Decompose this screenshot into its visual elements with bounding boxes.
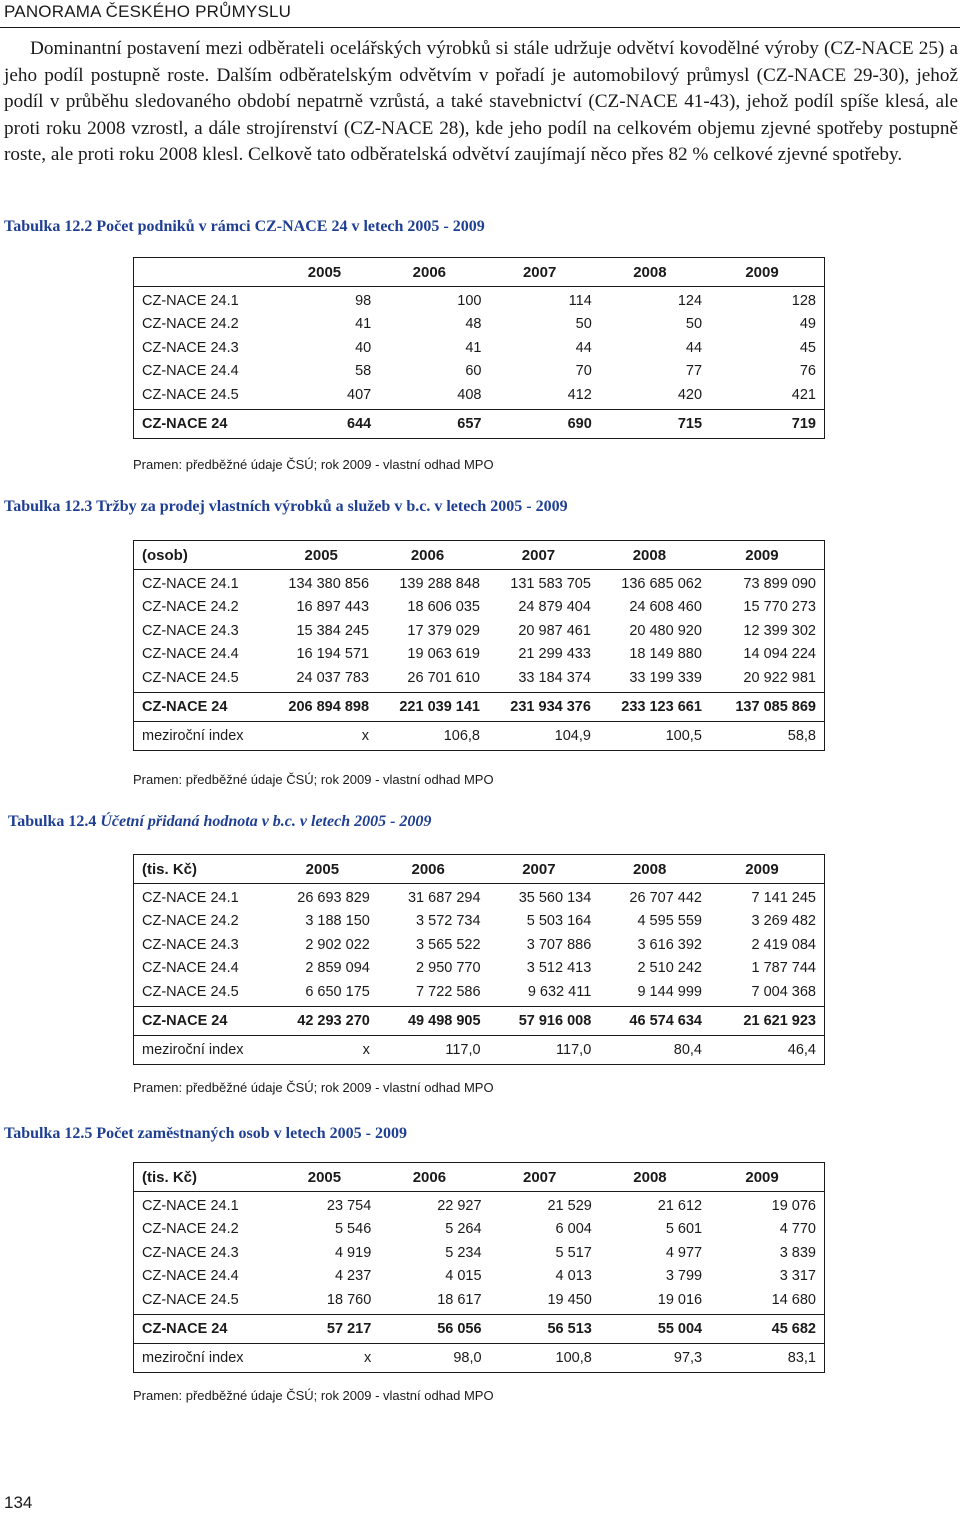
table-cell: 4 770 bbox=[779, 1221, 816, 1238]
table-cell: 41 bbox=[355, 316, 372, 333]
table-cell: 73 899 090 bbox=[743, 575, 816, 592]
table-cell: 5 264 bbox=[445, 1221, 482, 1238]
row-label: CZ-NACE 24.1 bbox=[142, 889, 239, 906]
table-cell: 14 094 224 bbox=[743, 646, 816, 663]
index-cell: 97,3 bbox=[673, 1349, 703, 1366]
column-header-year: 2006 bbox=[377, 1163, 487, 1192]
index-label: meziroční index bbox=[142, 1041, 244, 1058]
table-12-2-caption bbox=[4, 218, 485, 236]
table-cell: 41 bbox=[465, 339, 482, 356]
caption-text: Počet zaměstnaných osob v letech 2005 - 2009 bbox=[96, 1125, 407, 1142]
total-cell: 657 bbox=[377, 409, 487, 438]
row-label: CZ-NACE 24.5 bbox=[142, 386, 239, 403]
table-cell: 4 015 bbox=[445, 1268, 482, 1285]
table-12-3-source: Pramen: předběžné údaje ČSÚ; rok 2009 - vlastní odhad MPO bbox=[133, 772, 494, 787]
table-cell: 412 bbox=[567, 386, 592, 403]
table-cell: 22 927 bbox=[437, 1197, 482, 1214]
column-header-year: 2005 bbox=[273, 541, 375, 570]
row-label: CZ-NACE 24.1 bbox=[142, 292, 239, 309]
total-row bbox=[134, 692, 825, 721]
table-cell: 20 987 461 bbox=[518, 622, 591, 639]
table-cell: 16 897 443 bbox=[296, 599, 370, 616]
total-label: CZ-NACE 24 bbox=[134, 1006, 275, 1035]
table-cell: 3 707 886 bbox=[526, 936, 592, 953]
table-cell: 21 529 bbox=[547, 1197, 592, 1214]
total-cell: 42 293 270 bbox=[275, 1006, 376, 1035]
table-header-row bbox=[134, 541, 825, 570]
column-header-year: 2005 bbox=[278, 258, 377, 287]
table-cell: 131 583 705 bbox=[510, 575, 591, 592]
total-cell: 233 123 661 bbox=[597, 692, 708, 721]
table-cell: 20 480 920 bbox=[629, 622, 702, 639]
table-cell: 16 194 571 bbox=[296, 646, 370, 663]
index-cell: 100,5 bbox=[665, 727, 702, 744]
table-12-4-caption bbox=[8, 813, 431, 831]
table-cell: 15 384 245 bbox=[296, 622, 370, 639]
column-header-year: 2007 bbox=[487, 258, 597, 287]
table-row bbox=[134, 313, 825, 337]
table-cell: 19 063 619 bbox=[407, 646, 480, 663]
row-label: CZ-NACE 24.2 bbox=[142, 599, 239, 616]
caption-text: Účetní přidaná hodnota v b.c. v letech 2005 - 2009 bbox=[100, 813, 432, 830]
column-header-year: 2008 bbox=[598, 258, 708, 287]
total-label: CZ-NACE 24 bbox=[134, 1314, 278, 1343]
table-row bbox=[134, 383, 825, 409]
index-cell: 80,4 bbox=[673, 1041, 702, 1058]
table-cell: 24 037 783 bbox=[296, 669, 370, 686]
table-cell: 407 bbox=[347, 386, 372, 403]
table-cell: 4 977 bbox=[665, 1244, 703, 1261]
row-label: CZ-NACE 24.1 bbox=[142, 1197, 239, 1214]
table-cell: 4 013 bbox=[555, 1268, 592, 1285]
column-header-year: 2007 bbox=[486, 541, 597, 570]
table-cell: 33 199 339 bbox=[629, 669, 702, 686]
table-row bbox=[134, 360, 825, 384]
table-12-2-source: Pramen: předběžné údaje ČSÚ; rok 2009 - vlastní odhad MPO bbox=[133, 457, 494, 472]
table-12-3-caption bbox=[4, 498, 568, 516]
total-cell: 55 004 bbox=[598, 1314, 708, 1343]
total-cell: 45 682 bbox=[708, 1314, 824, 1343]
table-cell: 5 546 bbox=[334, 1221, 372, 1238]
caption-number: Tabulka 12.5 bbox=[4, 1125, 93, 1142]
table-cell: 4 237 bbox=[334, 1268, 372, 1285]
table-cell: 5 503 164 bbox=[526, 913, 592, 930]
column-header-year: 2005 bbox=[278, 1163, 378, 1192]
table-cell: 60 bbox=[465, 363, 482, 380]
table-12-5-caption bbox=[4, 1125, 407, 1143]
table-row bbox=[134, 957, 825, 981]
row-label: CZ-NACE 24.4 bbox=[142, 363, 239, 380]
table-cell: 24 879 404 bbox=[518, 599, 591, 616]
total-cell: 57 916 008 bbox=[487, 1006, 598, 1035]
total-cell: 231 934 376 bbox=[486, 692, 597, 721]
table-row bbox=[134, 336, 825, 360]
index-cell: 98,0 bbox=[453, 1349, 482, 1366]
table-row bbox=[134, 910, 825, 934]
table-cell: 17 379 029 bbox=[407, 622, 480, 639]
table-cell: 6 004 bbox=[555, 1221, 592, 1238]
table-cell: 136 685 062 bbox=[621, 575, 702, 592]
column-header-year: 2008 bbox=[597, 541, 708, 570]
row-label: CZ-NACE 24.4 bbox=[142, 960, 239, 977]
table-cell: 44 bbox=[575, 339, 592, 356]
caption-number: Tabulka 12.2 bbox=[4, 218, 93, 235]
total-cell: 46 574 634 bbox=[597, 1006, 708, 1035]
table-cell: 24 608 460 bbox=[629, 599, 702, 616]
column-header-year: 2006 bbox=[377, 258, 487, 287]
index-label: meziroční index bbox=[142, 1349, 244, 1366]
table-row bbox=[134, 643, 825, 667]
table-cell: 14 680 bbox=[771, 1291, 816, 1308]
row-label: CZ-NACE 24.4 bbox=[142, 646, 239, 663]
total-cell: 137 085 869 bbox=[708, 692, 825, 721]
row-label: CZ-NACE 24.2 bbox=[142, 1221, 239, 1238]
table-row bbox=[134, 596, 825, 620]
table-header-row bbox=[134, 855, 825, 884]
table-cell: 18 760 bbox=[326, 1291, 372, 1308]
table-cell: 100 bbox=[457, 292, 482, 309]
index-cell: x bbox=[362, 1041, 370, 1058]
index-cell: 117,0 bbox=[445, 1041, 481, 1058]
column-header-year: 2007 bbox=[488, 1163, 598, 1192]
total-cell: 56 513 bbox=[488, 1314, 598, 1343]
header-rule bbox=[0, 27, 960, 28]
column-header-year: 2006 bbox=[375, 541, 486, 570]
column-header-year: 2009 bbox=[708, 258, 824, 287]
table-row bbox=[134, 666, 825, 692]
caption-text: Počet podniků v rámci CZ-NACE 24 v letech 2005 - 2009 bbox=[96, 218, 485, 235]
table-cell: 134 380 856 bbox=[288, 575, 370, 592]
column-header-year: 2009 bbox=[708, 1163, 824, 1192]
table-row bbox=[134, 980, 825, 1006]
row-label: CZ-NACE 24.3 bbox=[142, 936, 239, 953]
table-header-row bbox=[134, 1163, 825, 1192]
table-cell: 44 bbox=[685, 339, 703, 356]
table-cell: 26 707 442 bbox=[629, 889, 702, 906]
table-row bbox=[134, 884, 825, 910]
table-cell: 35 560 134 bbox=[518, 889, 592, 906]
table-cell: 3 572 734 bbox=[416, 913, 481, 930]
caption-number: Tabulka 12.4 bbox=[8, 813, 97, 830]
total-cell: 715 bbox=[598, 409, 708, 438]
row-label: CZ-NACE 24.3 bbox=[142, 1244, 239, 1261]
table-cell: 12 399 302 bbox=[743, 622, 816, 639]
row-label: CZ-NACE 24.2 bbox=[142, 913, 239, 930]
index-cell: x bbox=[361, 727, 370, 744]
column-header-year: 2008 bbox=[597, 855, 708, 884]
table-corner-label: (tis. Kč) bbox=[134, 855, 275, 884]
table-corner-label: (tis. Kč) bbox=[134, 1163, 278, 1192]
caption-text: Tržby za prodej vlastních výrobků a služeb v b.c. v letech 2005 - 2009 bbox=[96, 498, 568, 515]
column-header-year: 2005 bbox=[275, 855, 376, 884]
total-cell: 49 498 905 bbox=[376, 1006, 487, 1035]
table-cell: 6 650 175 bbox=[305, 983, 370, 1000]
index-row bbox=[134, 1035, 825, 1064]
table-cell: 26 693 829 bbox=[297, 889, 370, 906]
table-cell: 139 288 848 bbox=[399, 575, 480, 592]
table-cell: 1 787 744 bbox=[751, 960, 816, 977]
index-cell: 106,8 bbox=[443, 727, 480, 744]
table-cell: 4 919 bbox=[334, 1244, 372, 1261]
total-row bbox=[134, 409, 825, 438]
table-row bbox=[134, 1288, 825, 1314]
row-label: CZ-NACE 24.2 bbox=[142, 316, 239, 333]
table-cell: 3 317 bbox=[779, 1268, 816, 1285]
table-cell: 7 004 368 bbox=[751, 983, 816, 1000]
table-cell: 3 839 bbox=[779, 1244, 816, 1261]
table-12-5 bbox=[133, 1162, 825, 1373]
caption-number: Tabulka 12.3 bbox=[4, 498, 93, 515]
index-cell: 83,1 bbox=[787, 1349, 816, 1366]
table-cell: 5 234 bbox=[445, 1244, 482, 1261]
table-cell: 50 bbox=[685, 316, 703, 333]
total-row bbox=[134, 1006, 825, 1035]
table-cell: 2 950 770 bbox=[416, 960, 481, 977]
column-header-year: 2007 bbox=[487, 855, 598, 884]
table-cell: 7 722 586 bbox=[416, 983, 481, 1000]
table-cell: 21 299 433 bbox=[518, 646, 591, 663]
table-cell: 3 188 150 bbox=[305, 913, 370, 930]
index-cell: 100,8 bbox=[555, 1349, 592, 1366]
table-row bbox=[134, 1218, 825, 1242]
index-cell: x bbox=[364, 1349, 372, 1366]
row-label: CZ-NACE 24.1 bbox=[142, 575, 239, 592]
table-12-4 bbox=[133, 854, 825, 1065]
table-cell: 2 510 242 bbox=[637, 960, 702, 977]
running-header: PANORAMA ČESKÉHO PRŮMYSLU bbox=[4, 2, 292, 21]
total-cell: 56 056 bbox=[377, 1314, 487, 1343]
table-cell: 18 149 880 bbox=[629, 646, 702, 663]
row-label: CZ-NACE 24.3 bbox=[142, 622, 239, 639]
table-cell: 19 450 bbox=[547, 1291, 592, 1308]
total-cell: 57 217 bbox=[278, 1314, 378, 1343]
table-cell: 3 269 482 bbox=[751, 913, 816, 930]
table-cell: 23 754 bbox=[326, 1197, 372, 1214]
table-cell: 9 144 999 bbox=[637, 983, 702, 1000]
table-row bbox=[134, 619, 825, 643]
row-label: CZ-NACE 24.4 bbox=[142, 1268, 239, 1285]
total-cell: 719 bbox=[708, 409, 824, 438]
table-cell: 114 bbox=[568, 292, 592, 309]
total-cell: 21 621 923 bbox=[708, 1006, 825, 1035]
total-label: CZ-NACE 24 bbox=[134, 409, 278, 438]
table-cell: 3 616 392 bbox=[637, 936, 702, 953]
table-cell: 3 799 bbox=[665, 1268, 703, 1285]
table-cell: 421 bbox=[791, 386, 816, 403]
table-cell: 77 bbox=[685, 363, 703, 380]
table-cell: 45 bbox=[799, 339, 816, 356]
table-cell: 26 701 610 bbox=[407, 669, 480, 686]
total-cell: 644 bbox=[278, 409, 377, 438]
total-cell: 206 894 898 bbox=[273, 692, 375, 721]
index-cell: 58,8 bbox=[787, 727, 816, 744]
table-12-3 bbox=[133, 540, 825, 751]
table-cell: 7 141 245 bbox=[751, 889, 816, 906]
table-cell: 4 595 559 bbox=[637, 913, 702, 930]
table-cell: 5 601 bbox=[665, 1221, 703, 1238]
intro-paragraph: Dominantní postavení mezi odběrateli ocelářských výrobků si stále udržuje odvětví kovodělné výroby (CZ-NACE 25) a jeho podíl postupně roste. Dalším odběratelským odvětvím v pořadí je automobilový průmysl (CZ-NACE 29-30), jehož podíl v průběhu sledovaného období nepatrně vzrůstá, a také stavebnictví (CZ-NACE 41-43), jehož podíl spíše klesá, ale proti roku 2008 vzrostl, a dále strojírenství (CZ-NACE 28), kde jeho podíl na celkovém objemu zjevné spotřeby postupně roste, ale proti roku 2008 klesl. Celkově tato odběratelská odvětví zaujímají něco přes 82 % celkové zjevné spotřeby. bbox=[4, 38, 958, 165]
table-12-4-source: Pramen: předběžné údaje ČSÚ; rok 2009 - vlastní odhad MPO bbox=[133, 1080, 494, 1095]
table-cell: 20 922 981 bbox=[743, 669, 816, 686]
index-cell: 117,0 bbox=[556, 1041, 592, 1058]
table-cell: 76 bbox=[799, 363, 816, 380]
table-cell: 18 606 035 bbox=[407, 599, 480, 616]
table-cell: 19 016 bbox=[657, 1291, 703, 1308]
table-row bbox=[134, 933, 825, 957]
table-row bbox=[134, 1192, 825, 1218]
total-cell: 221 039 141 bbox=[375, 692, 486, 721]
table-cell: 50 bbox=[575, 316, 592, 333]
table-cell: 5 517 bbox=[555, 1244, 592, 1261]
table-cell: 48 bbox=[465, 316, 482, 333]
total-label: CZ-NACE 24 bbox=[134, 692, 274, 721]
table-cell: 58 bbox=[355, 363, 372, 380]
table-cell: 15 770 273 bbox=[743, 599, 816, 616]
table-cell: 2 419 084 bbox=[751, 936, 816, 953]
table-row bbox=[134, 1241, 825, 1265]
table-cell: 128 bbox=[791, 292, 816, 309]
column-header-year: 2008 bbox=[598, 1163, 708, 1192]
table-cell: 70 bbox=[575, 363, 592, 380]
index-cell: 104,9 bbox=[554, 727, 591, 744]
column-header-year: 2006 bbox=[376, 855, 487, 884]
page-number: 134 bbox=[4, 1493, 33, 1512]
total-cell: 690 bbox=[487, 409, 597, 438]
table-cell: 124 bbox=[677, 292, 703, 309]
table-cell: 40 bbox=[355, 339, 372, 356]
table-header-row bbox=[134, 258, 825, 287]
table-cell: 9 632 411 bbox=[527, 983, 592, 1000]
index-label: meziroční index bbox=[142, 727, 244, 744]
total-row bbox=[134, 1314, 825, 1343]
index-row bbox=[134, 721, 825, 750]
column-header-year: 2009 bbox=[708, 541, 825, 570]
table-row bbox=[134, 1265, 825, 1289]
table-cell: 19 076 bbox=[771, 1197, 816, 1214]
table-corner-label: (osob) bbox=[134, 541, 274, 570]
table-12-5-source: Pramen: předběžné údaje ČSÚ; rok 2009 - vlastní odhad MPO bbox=[133, 1388, 494, 1403]
table-cell: 408 bbox=[457, 386, 482, 403]
row-label: CZ-NACE 24.5 bbox=[142, 1291, 239, 1308]
table-cell: 98 bbox=[355, 292, 372, 309]
row-label: CZ-NACE 24.3 bbox=[142, 339, 239, 356]
column-header-year: 2009 bbox=[708, 855, 825, 884]
index-row bbox=[134, 1343, 825, 1372]
table-cell: 3 512 413 bbox=[526, 960, 592, 977]
table-cell: 18 617 bbox=[437, 1291, 482, 1308]
table-cell: 2 859 094 bbox=[305, 960, 370, 977]
table-corner-label bbox=[134, 258, 278, 287]
table-cell: 2 902 022 bbox=[305, 936, 370, 953]
table-row bbox=[134, 287, 825, 313]
row-label: CZ-NACE 24.5 bbox=[142, 669, 239, 686]
table-cell: 33 184 374 bbox=[518, 669, 591, 686]
table-cell: 3 565 522 bbox=[416, 936, 481, 953]
table-cell: 21 612 bbox=[657, 1197, 703, 1214]
table-cell: 31 687 294 bbox=[407, 889, 481, 906]
table-12-2 bbox=[133, 257, 825, 439]
table-cell: 420 bbox=[677, 386, 703, 403]
table-row bbox=[134, 570, 825, 596]
table-cell: 49 bbox=[799, 316, 816, 333]
row-label: CZ-NACE 24.5 bbox=[142, 983, 239, 1000]
index-cell: 46,4 bbox=[787, 1041, 816, 1058]
